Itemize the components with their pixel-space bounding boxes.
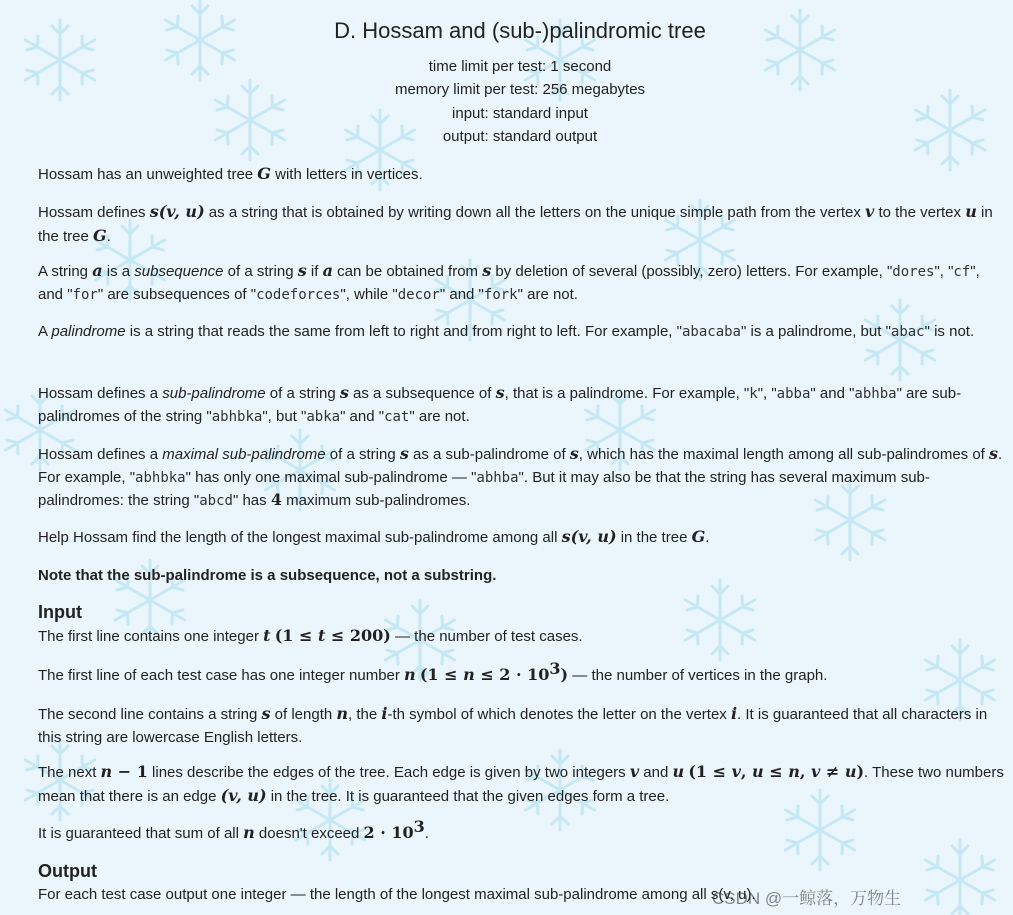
statement-paragraph-2: Hossam defines s(v, u) as a string that is obtained by writing down all the letters on the unique simple path from the vertex v to the vertex u in the tree G. xyxy=(38,202,993,245)
input-paragraph-3: The second line contains a string s of length n, the i-th symbol of which denotes the letter on the vertex i. It is guaranteed that all characters in this string are lowercase English letters. xyxy=(38,704,988,746)
input-spec: input: standard input xyxy=(452,105,588,122)
csdn-watermark: CSDN @一鲸落，万物生 xyxy=(712,889,902,908)
output-paragraph-1: For each test case output one integer — the length of the longest maximal sub-palindrome among all s(v, u). xyxy=(38,886,756,903)
note-paragraph: Note that the sub-palindrome is a subsequence, not a substring. xyxy=(38,567,497,584)
statement-paragraph-6: Hossam defines a maximal sub-palindrome of a string s as a sub-palindrome of s, which has the maximal length among all sub-palindromes of s. For example, "abhbka" has only one maximal sub-palindrome — "abhba". But it may also be that the string has several maximum sub-palindromes: the string "abcd" has 4 maximum sub-palindromes. xyxy=(38,444,1003,509)
input-heading: Input xyxy=(38,602,82,622)
statement-paragraph-4: A palindrome is a string that reads the same from left to right and from right to left. For example, "abacaba" is a palindrome, but "abac" is not. xyxy=(38,323,975,340)
problem-title: D. Hossam and (sub-)palindromic tree xyxy=(334,18,706,43)
time-limit: time limit per test: 1 second xyxy=(428,58,612,75)
statement-paragraph-7: Help Hossam find the length of the longest maximal sub-palindrome among all s(v, u) in the tree G. xyxy=(38,527,710,546)
output-heading: Output xyxy=(38,861,97,881)
memory-limit: memory limit per test: 256 megabytes xyxy=(394,81,646,98)
output-spec: output: standard output xyxy=(442,128,598,145)
statement-paragraph-3: A string a is a subsequence of a string s if a can be obtained from s by deletion of several (possibly, zero) letters. For example, "dores", "cf", and "for" are subsequences of "codeforces", while "decor" and "fork" are not. xyxy=(38,261,980,303)
statement-paragraph-5: Hossam defines a sub-palindrome of a string s as a subsequence of s, that is a palindrome. For example, "k", "abba" and "abhba" are sub-palindromes of the string "abhbka", but "abka" and "cat" are not. xyxy=(38,383,962,425)
input-paragraph-2: The first line of each test case has one integer number n $(1 \le n \le 2 \cdot 10^3)$ — the number of vertices in the graph. xyxy=(38,659,828,684)
input-paragraph-1: The first line contains one integer t (1 ≤ t ≤ 200) — the number of test cases. xyxy=(38,626,583,645)
input-paragraph-4: The next n − 1 lines describe the edges of the tree. Each edge is given by two integers v and u (1 ≤ v, u ≤ n, v ≠ u). These two numbers mean that there is an edge (v, u) in the tree. It is guaranteed that the given edges form a tree. xyxy=(38,762,1004,805)
statement-paragraph-1: Hossam has an unweighted tree G with letters in vertices. xyxy=(38,164,423,183)
input-paragraph-5: It is guaranteed that sum of all n doesn't exceed $2 \cdot 10^3$. xyxy=(38,817,429,842)
